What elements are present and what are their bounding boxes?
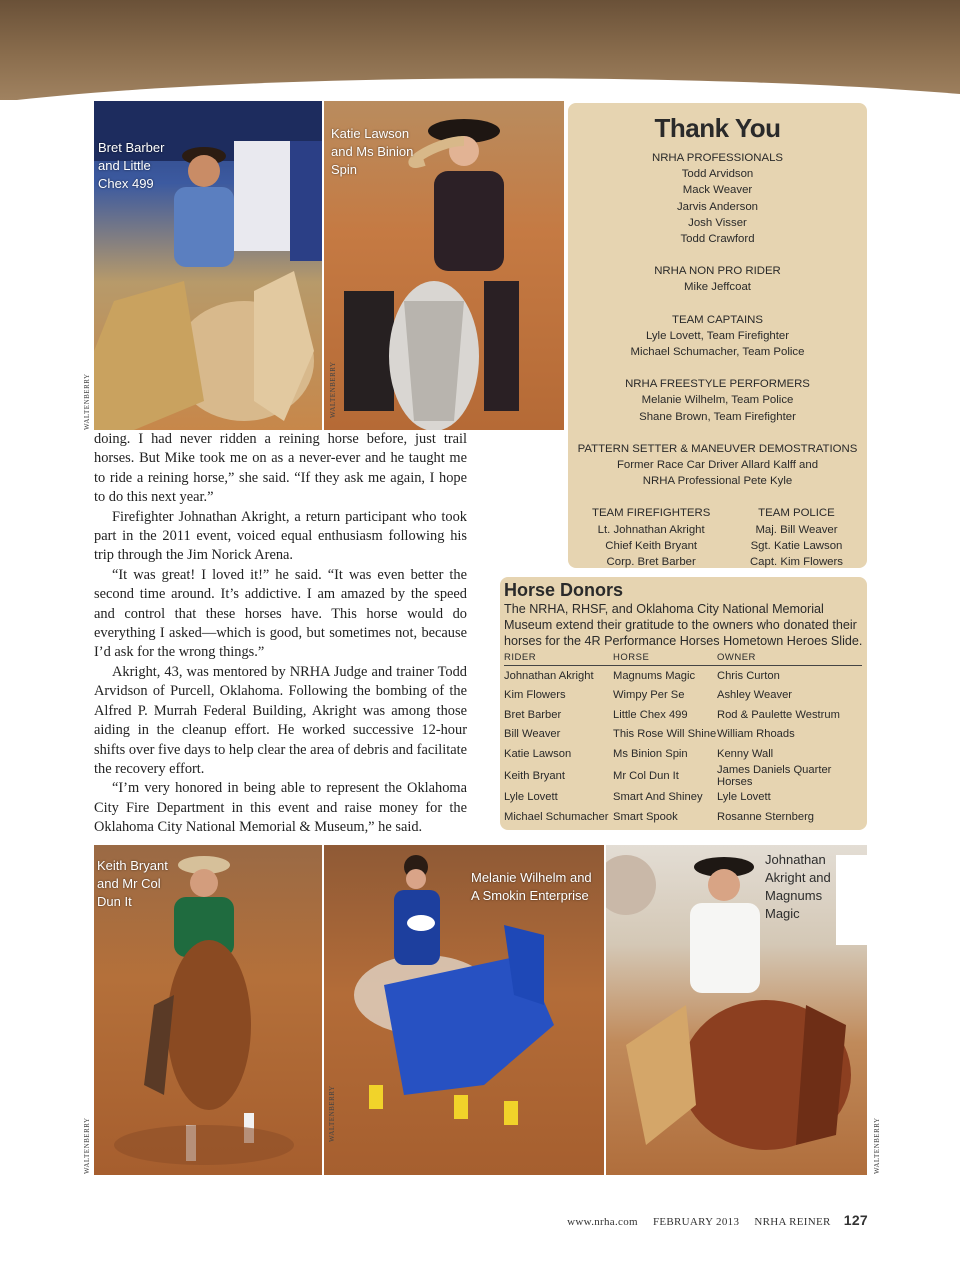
horse-cell: Smart Spook <box>613 810 678 823</box>
section-heading: NRHA FREESTYLE PERFORMERS <box>625 378 810 391</box>
horse-cell: Ms Binion Spin <box>613 747 688 760</box>
article-paragraph: “It was great! I loved it!” he said. “It was even better the second time around. It’s addictive. I am amazed by the speed and control that these horses have. This horse would do everything I asked—which is good, but sometimes not, because I’d ask for the wrong things.” <box>94 566 467 661</box>
header-band <box>0 0 960 100</box>
donors-table <box>504 651 862 827</box>
section-line: Jarvis Anderson <box>676 200 759 213</box>
section-heading: NRHA NON PRO RIDER <box>654 265 781 278</box>
rider-cell: Bill Weaver <box>504 728 561 741</box>
section-heading: TEAM CAPTAINS <box>672 313 763 326</box>
section-line: Capt. Kim Flowers <box>749 556 843 569</box>
rider-cell: Michael Schumacher <box>504 810 609 823</box>
thank-you-section <box>568 376 867 425</box>
table-row <box>504 705 862 725</box>
horse-donors-intro: The NRHA, RHSF, and Oklahoma City National Memorial Museum extend their gratitude to the owners who donated their horses for the 4R Performance Horses Hometown Heroes Slide. <box>504 602 863 649</box>
thank-you-title: Thank You <box>654 113 781 143</box>
section-line: Shane Brown, Team Firefighter <box>639 410 796 423</box>
section-line: Chief Keith Bryant <box>605 539 698 552</box>
photo-caption: Bret Barber and Little Chex 499 <box>98 140 165 191</box>
thank-you-section <box>568 312 867 361</box>
footer-publication: NRHA REINER <box>754 1216 831 1228</box>
column-header-owner: OWNER <box>717 651 862 666</box>
table-row <box>504 725 862 745</box>
footer-url: www.nrha.com <box>567 1216 638 1228</box>
article-paragraph: Akright, 43, was mentored by NRHA Judge and trainer Todd Arvidson of Purcell, Oklahoma. Following the bombing of the Alfred P. Murrah Federal Building, Akright was among those aiding in the cleanup effort. He worked successive 12-hour shifts over five days to help clear the area of debris and facilitate the recovery effort. <box>94 663 467 777</box>
thank-you-section <box>568 263 867 295</box>
horse-donors-title: Horse Donors <box>504 580 624 600</box>
article-body <box>94 430 467 838</box>
table-row <box>504 666 862 686</box>
section-line: Todd Arvidson <box>681 168 754 181</box>
section-line: Former Race Car Driver Allard Kalff and <box>616 459 819 472</box>
photo-credit: WALTENBERRY <box>329 361 337 418</box>
rider-cell: Katie Lawson <box>504 747 572 760</box>
section-heading: TEAM FIREFIGHTERS <box>592 507 711 520</box>
table-header-row <box>504 651 862 666</box>
table-row <box>504 807 862 827</box>
column-header-horse: HORSE <box>613 651 717 666</box>
section-line: Mack Weaver <box>682 184 753 197</box>
owner-cell: Chris Curton <box>717 669 780 682</box>
team-columns <box>568 505 867 570</box>
horse-cell: Mr Col Dun It <box>613 769 679 782</box>
section-line: Todd Crawford <box>680 233 755 246</box>
thank-you-box <box>568 103 867 568</box>
owner-cell: Rosanne Sternberg <box>717 810 815 823</box>
photo-caption: Keith Bryant and Mr Col Dun It <box>97 858 168 909</box>
table-row <box>504 744 862 764</box>
section-line: Lyle Lovett, Team Firefighter <box>645 329 790 342</box>
rider-cell: Lyle Lovett <box>504 791 558 804</box>
photo-bret-barber <box>94 101 322 430</box>
owner-cell: Ashley Weaver <box>717 689 793 702</box>
section-heading: NRHA PROFESSIONALS <box>651 152 784 164</box>
photo-johnathan-akright <box>606 845 867 1175</box>
photo-keith-bryant <box>94 845 322 1175</box>
owner-cell: James Daniels Quarter Horses <box>717 763 832 788</box>
team-firefighters <box>592 505 710 570</box>
thank-you-section <box>568 150 867 247</box>
horse-cell: Wimpy Per Se <box>613 689 685 702</box>
section-line: Corp. Bret Barber <box>606 556 696 569</box>
horse-cell: Smart And Shiney <box>613 791 703 804</box>
section-line: Maj. Bill Weaver <box>755 523 838 536</box>
thank-you-section <box>568 441 867 490</box>
photo-credit: WALTENBERRY <box>873 1117 881 1174</box>
rider-cell: Bret Barber <box>504 708 562 721</box>
section-heading: TEAM POLICE <box>758 507 835 520</box>
rider-cell: Keith Bryant <box>504 769 565 782</box>
horse-cell: Little Chex 499 <box>613 708 688 721</box>
photo-caption: Johnathan Akright and Magnums Magic <box>765 852 831 921</box>
page-footer <box>555 1212 868 1228</box>
table-row <box>504 686 862 706</box>
photo-caption: Katie Lawson and Ms Binion Spin <box>331 126 414 177</box>
page-number: 127 <box>843 1212 868 1228</box>
column-header-rider: RIDER <box>504 651 613 666</box>
photo-melanie-wilhelm <box>324 845 604 1175</box>
team-police <box>750 505 843 570</box>
section-line: Lt. Johnathan Akright <box>597 523 705 536</box>
horse-donors-box <box>500 577 867 830</box>
article-paragraph: Firefighter Johnathan Akright, a return participant who took part in the 2011 event, voiced equal enthusiasm following his trip through the Jim Norick Arena. <box>94 508 467 564</box>
rider-cell: Johnathan Akright <box>504 669 594 682</box>
section-line: Sgt. Katie Lawson <box>750 539 843 552</box>
article-paragraph: “I’m very honored in being able to represent the Oklahoma City Fire Department in this event and raise money for the Oklahoma City National Memorial & Museum,” he said. <box>94 780 467 836</box>
photo-credit: WALTENBERRY <box>83 373 91 430</box>
horse-cell: Magnums Magic <box>613 669 696 682</box>
section-heading: PATTERN SETTER & MANEUVER DEMOSTRATIONS <box>577 442 858 455</box>
section-line: NRHA Professional Pete Kyle <box>642 475 793 488</box>
table-row <box>504 764 862 788</box>
section-line: Mike Jeffcoat <box>684 281 751 294</box>
owner-cell: William Rhoads <box>717 728 795 741</box>
article-paragraph: doing. I had never ridden a reining horse before, just trail horses. But Mike took me on as a never-ever and he taught me to ride a reining horse,” she said. “If they ask me again, I hope to do this next year.” <box>94 431 467 506</box>
owner-cell: Rod & Paulette Westrum <box>717 708 840 721</box>
section-line: Melanie Wilhelm, Team Police <box>641 394 794 407</box>
header-curve <box>0 72 960 102</box>
photo-credit: WALTENBERRY <box>328 1085 336 1142</box>
section-line: Josh Visser <box>688 216 747 229</box>
footer-date: FEBRUARY 2013 <box>652 1216 740 1228</box>
owner-cell: Kenny Wall <box>717 747 774 760</box>
photo-caption: Melanie Wilhelm and A Smokin Enterprise <box>471 870 592 903</box>
section-line: Michael Schumacher, Team Police <box>630 346 805 359</box>
photo-katie-lawson <box>324 101 564 430</box>
rider-cell: Kim Flowers <box>504 689 566 702</box>
table-row <box>504 788 862 808</box>
owner-cell: Lyle Lovett <box>717 791 771 804</box>
horse-cell: This Rose Will Shine <box>613 728 717 741</box>
photo-credit: WALTENBERRY <box>83 1117 91 1174</box>
